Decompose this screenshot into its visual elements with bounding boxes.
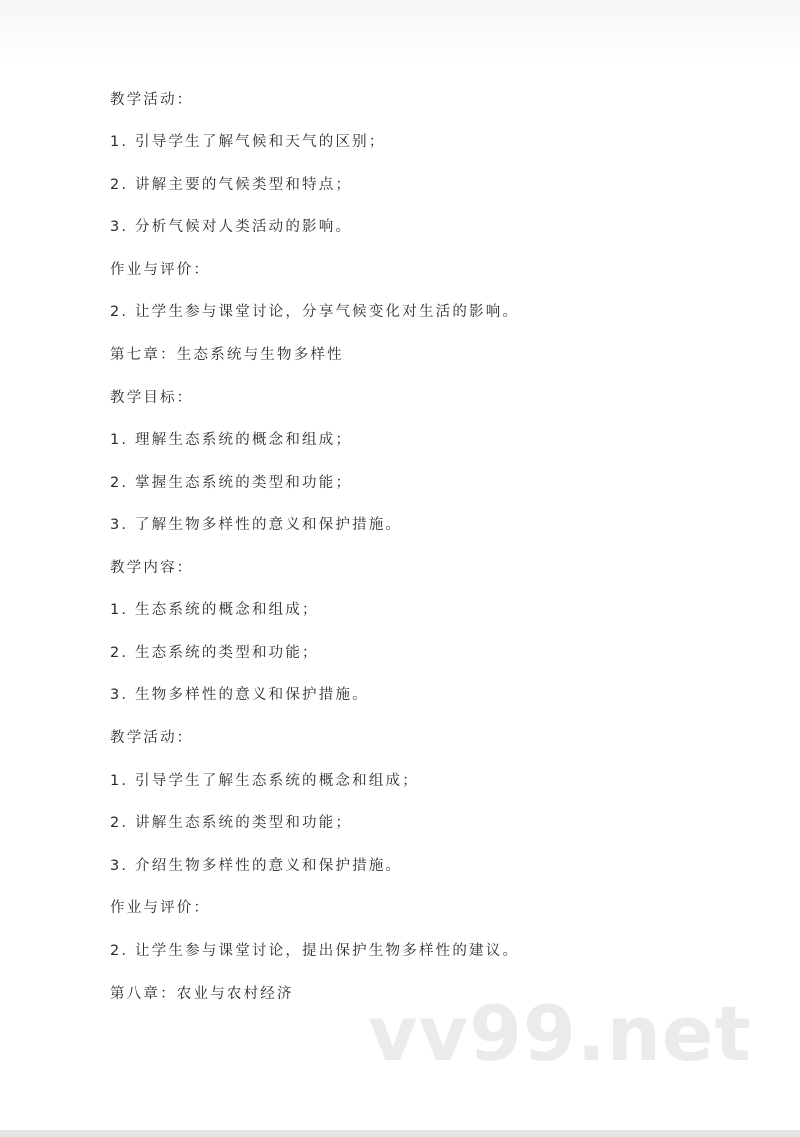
list-item: 2. 让学生参与课堂讨论，分享气候变化对生活的影响。 <box>110 304 520 320</box>
heading-homework-evaluation: 作业与评价： <box>110 900 211 916</box>
list-item: 3. 生物多样性的意义和保护措施。 <box>110 687 369 703</box>
heading-teaching-objectives: 教学目标： <box>110 390 194 406</box>
list-item: 3. 分析气候对人类活动的影响。 <box>110 219 353 235</box>
heading-teaching-activities: 教学活动： <box>110 730 194 746</box>
list-item: 3. 了解生物多样性的意义和保护措施。 <box>110 517 403 533</box>
list-item: 1. 引导学生了解气候和天气的区别； <box>110 134 386 150</box>
list-item: 2. 讲解生态系统的类型和功能； <box>110 815 353 831</box>
list-item: 2. 掌握生态系统的类型和功能； <box>110 475 353 491</box>
list-item: 2. 生态系统的类型和功能； <box>110 645 319 661</box>
list-item: 1. 引导学生了解生态系统的概念和组成； <box>110 773 419 789</box>
list-item: 3. 介绍生物多样性的意义和保护措施。 <box>110 858 403 874</box>
list-item: 1. 理解生态系统的概念和组成； <box>110 432 353 448</box>
page-top-band <box>0 0 800 62</box>
list-item: 1. 生态系统的概念和组成； <box>110 602 319 618</box>
chapter-title: 第七章：生态系统与生物多样性 <box>110 347 344 363</box>
list-item: 2. 让学生参与课堂讨论，提出保护生物多样性的建议。 <box>110 943 520 959</box>
heading-homework-evaluation: 作业与评价： <box>110 262 211 278</box>
heading-teaching-content: 教学内容： <box>110 560 194 576</box>
chapter-title: 第八章：农业与农村经济 <box>110 986 294 1002</box>
page-bottom-edge <box>0 1130 800 1137</box>
watermark-text: vv99.net <box>368 989 752 1078</box>
list-item: 2. 讲解主要的气候类型和特点； <box>110 177 353 193</box>
heading-teaching-activities: 教学活动： <box>110 92 194 108</box>
